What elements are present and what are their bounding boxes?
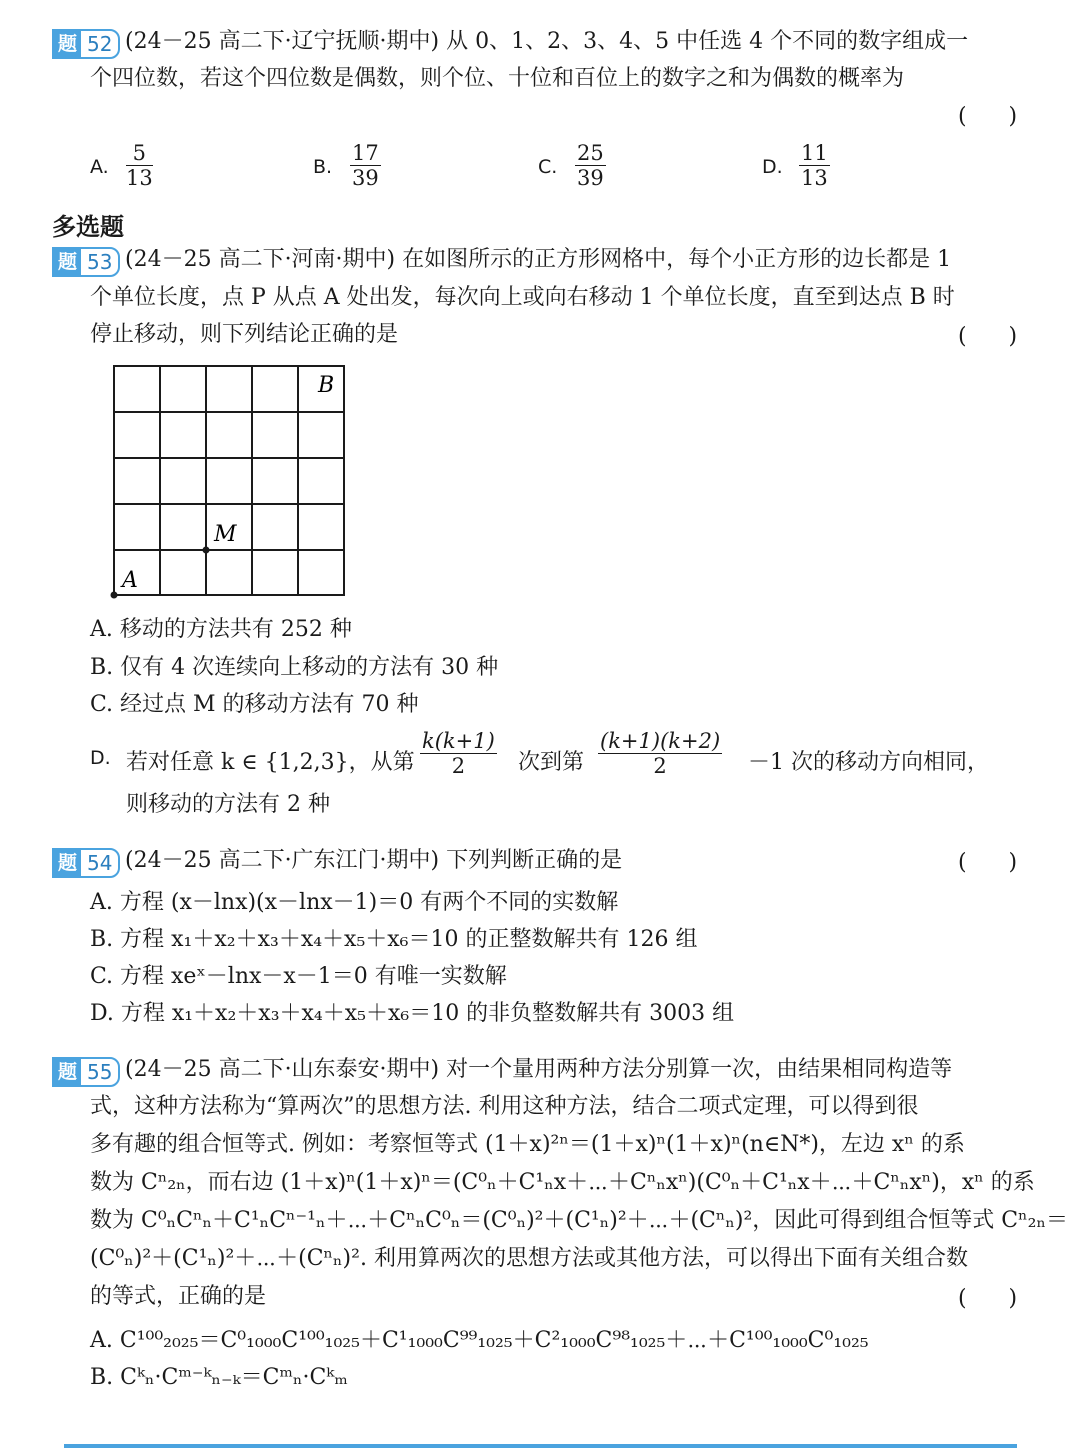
- q53-option-d-mid: 次到第: [518, 750, 585, 775]
- question-tag-52: [52, 29, 120, 59]
- point-m-dot: [203, 547, 210, 554]
- fraction-numerator: 25: [577, 141, 604, 165]
- q53-option-b: B. 仅有 4 次连续向上移动的方法有 30 种: [90, 655, 499, 680]
- q55-line2: 式，这种方法称为“算两次”的思想方法. 利用这种方法，结合二项式定理，可以得到很: [90, 1094, 919, 1119]
- point-a-dot: [111, 592, 118, 599]
- q53-option-d-post: －1 次的移动方向相同，: [748, 750, 989, 775]
- grid-lines: [114, 366, 344, 595]
- question-tag-prefix: 题: [54, 249, 81, 275]
- question-tag-prefix: 题: [54, 31, 81, 57]
- q53-option-a: A. 移动的方法共有 252 种: [90, 617, 352, 642]
- grid-figure: [100, 355, 360, 605]
- section-heading: 多选题: [52, 213, 124, 241]
- q52-option-a-fraction: [126, 142, 153, 189]
- question-tag-prefix: 题: [54, 850, 81, 876]
- q55-option-b: B. Cᵏₙ·Cᵐ⁻ᵏₙ₋ₖ＝Cᵐₙ·Cᵏₘ: [90, 1365, 348, 1390]
- fraction-denominator: 2: [451, 754, 466, 779]
- fraction-denominator: 13: [801, 166, 828, 191]
- q53-line2: 个单位长度，点 P 从点 A 处出发，每次向上或向右移动 1 个单位长度，直至到达点 B 时: [90, 285, 955, 310]
- q52-option-c-label: C.: [538, 156, 558, 178]
- fraction-numerator: 17: [352, 141, 379, 165]
- point-b-label: B: [318, 373, 335, 398]
- q53-line3: 停止移动，则下列结论正确的是: [90, 322, 399, 347]
- q54-option-c: C. 方程 xeˣ－lnx－x－1＝0 有唯一实数解: [90, 964, 507, 989]
- q53-option-c: C. 经过点 M 的移动方法有 70 种: [90, 692, 419, 717]
- q52-option-b-fraction: [350, 142, 381, 189]
- q55-option-a: A. C¹⁰⁰₂₀₂₅＝C⁰₁₀₀₀C¹⁰⁰₁₀₂₅＋C¹₁₀₀₀C⁹⁹₁₀₂₅＋C²₁₀₀₀C⁹⁸₁₀₂₅＋⋯＋C¹⁰⁰₁₀₀₀C⁰₁₀₂₅: [90, 1328, 869, 1353]
- q52-option-b-label: B.: [313, 156, 333, 178]
- question-tag-prefix: 题: [54, 1059, 81, 1085]
- q53-option-d-line2: 则移动的方法有 2 种: [126, 792, 330, 817]
- q52-answer-paren: ( ): [958, 104, 1018, 129]
- q52-line1: (24－25 高二下·辽宁抚顺·期中) 从 0、1、2、3、4、5 中任选 4 个不同的数字组成一: [125, 29, 969, 54]
- question-tag-55: [52, 1057, 120, 1087]
- q52-line2: 个四位数，若这个四位数是偶数，则个位、十位和百位上的数字之和为偶数的概率为: [90, 66, 905, 91]
- q52-option-a-label: A.: [90, 156, 109, 178]
- q55-line7: 的等式，正确的是: [90, 1284, 267, 1309]
- fraction-denominator: 2: [653, 754, 667, 779]
- q52-option-d-fraction: [799, 142, 830, 189]
- q52-option-d-label: D.: [762, 156, 783, 178]
- q53-option-d-pre: 若对任意 k ∈ {1,2,3}，从第: [126, 750, 415, 775]
- q55-line4: 数为 Cⁿ₂ₙ，而右边 (1＋x)ⁿ(1＋x)ⁿ＝(C⁰ₙ＋C¹ₙx＋⋯＋Cⁿₙxⁿ)(C⁰ₙ＋C¹ₙx＋⋯＋Cⁿₙxⁿ)，xⁿ 的系: [90, 1170, 1035, 1195]
- q53-option-d-fraction2: [598, 730, 722, 777]
- q55-line6: (C⁰ₙ)²＋(C¹ₙ)²＋⋯＋(Cⁿₙ)². 利用算两次的思想方法或其他方法，可以得出下面有关组合数: [90, 1246, 968, 1271]
- q53-option-d-label: D.: [90, 747, 111, 769]
- question-tag-number: 53: [87, 250, 113, 274]
- fraction-numerator: k(k+1): [422, 729, 495, 753]
- q54-answer-paren: ( ): [958, 850, 1018, 875]
- question-tag-number: 54: [87, 851, 113, 875]
- q55-answer-paren: ( ): [958, 1286, 1018, 1311]
- fraction-denominator: 39: [577, 166, 604, 191]
- q55-line1: (24－25 高二下·山东泰安·期中) 对一个量用两种方法分别算一次，由结果相同构造等: [125, 1057, 953, 1082]
- q54-option-d: D. 方程 x₁＋x₂＋x₃＋x₄＋x₅＋x₆＝10 的非负整数解共有 3003 组: [90, 1001, 735, 1026]
- q54-option-a: A. 方程 (x－lnx)(x－lnx－1)＝0 有两个不同的实数解: [90, 890, 619, 915]
- point-a-label: A: [122, 568, 138, 593]
- q53-option-d-fraction1: [420, 730, 497, 777]
- question-tag-53: [52, 247, 120, 277]
- q54-line1: (24－25 高二下·广东江门·期中) 下列判断正确的是: [125, 848, 623, 873]
- fraction-numerator: (k+1)(k+2): [600, 729, 721, 753]
- question-tag-number: 55: [87, 1060, 113, 1084]
- q55-line5: 数为 C⁰ₙCⁿₙ＋C¹ₙCⁿ⁻¹ₙ＋⋯＋CⁿₙC⁰ₙ＝(C⁰ₙ)²＋(C¹ₙ)²＋⋯＋(Cⁿₙ)²，因此可得到组合恒等式 Cⁿ₂ₙ＝: [90, 1208, 1068, 1233]
- page-bottom-rule: [64, 1444, 1017, 1448]
- question-tag-54: [52, 848, 120, 878]
- fraction-numerator: 11: [801, 141, 828, 165]
- grid-border: [114, 366, 344, 595]
- fraction-numerator: 5: [126, 142, 153, 166]
- point-m-label: M: [214, 522, 237, 547]
- q54-option-b: B. 方程 x₁＋x₂＋x₃＋x₄＋x₅＋x₆＝10 的正整数解共有 126 组: [90, 927, 698, 952]
- fraction-denominator: 39: [352, 166, 379, 191]
- q53-line1: (24－25 高二下·河南·期中) 在如图所示的正方形网格中，每个小正方形的边长都是 1: [125, 247, 952, 272]
- fraction-denominator: 13: [126, 166, 153, 191]
- q53-answer-paren: ( ): [958, 324, 1018, 349]
- q55-line3: 多有趣的组合恒等式. 例如：考察恒等式 (1＋x)²ⁿ＝(1＋x)ⁿ(1＋x)ⁿ(n∈N*)，左边 xⁿ 的系: [90, 1132, 965, 1157]
- question-tag-number: 52: [87, 32, 113, 56]
- q52-option-c-fraction: [575, 142, 606, 189]
